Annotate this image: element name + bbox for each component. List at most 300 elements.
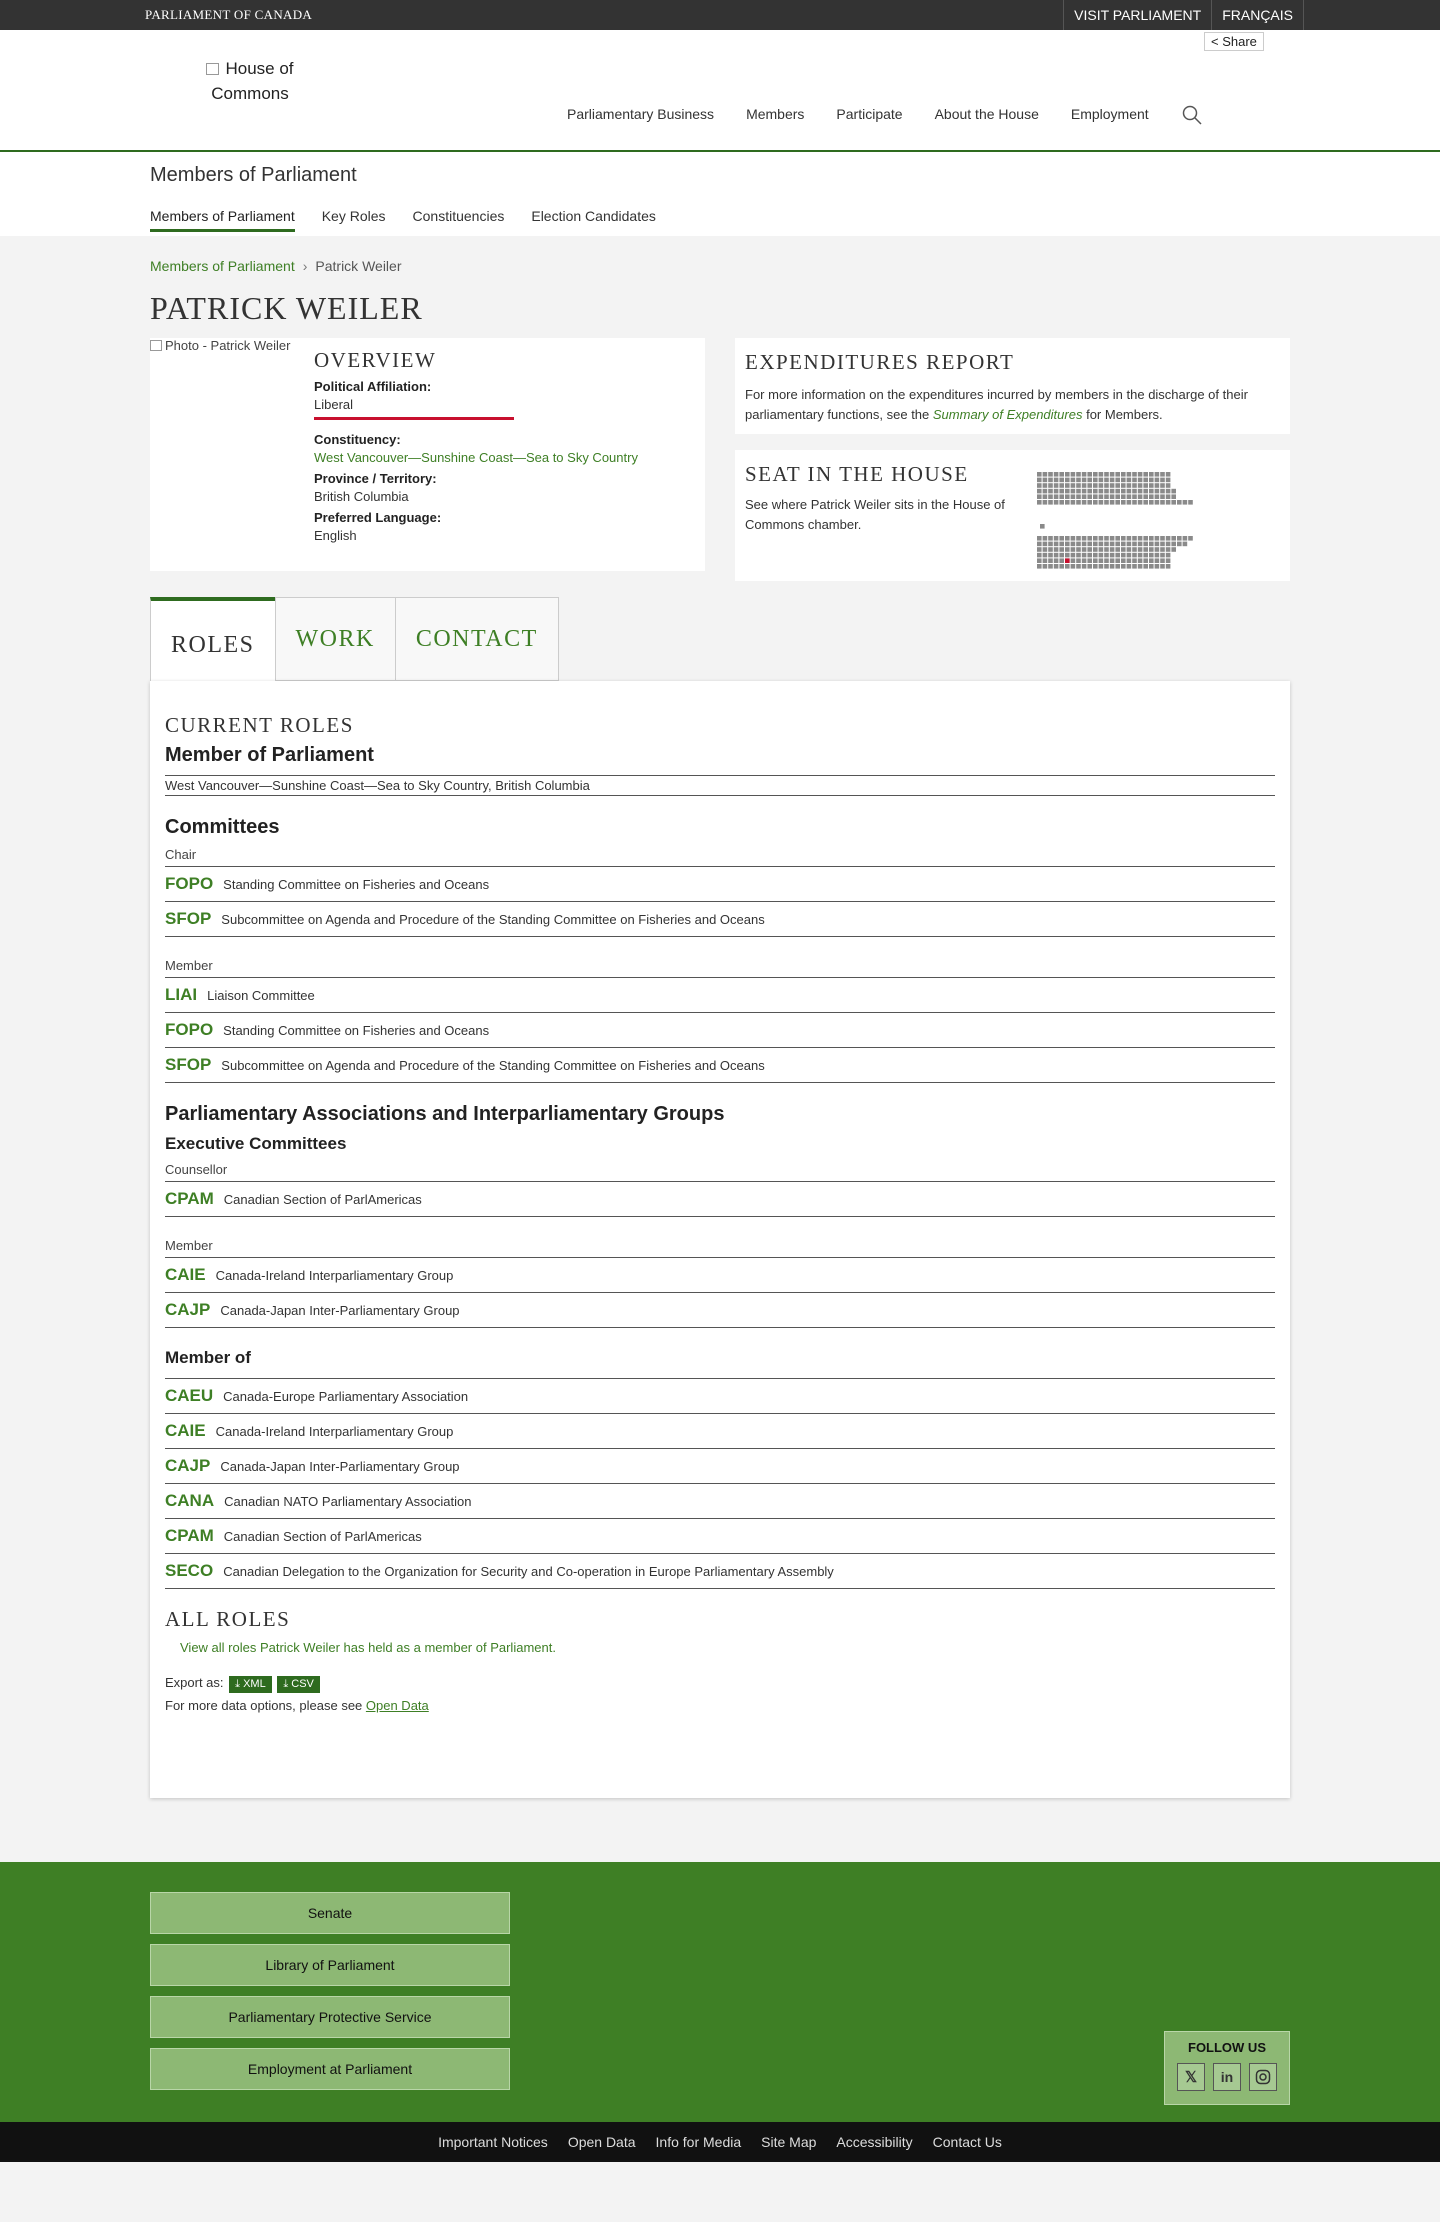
seat [1143, 547, 1148, 552]
seat [1110, 494, 1115, 499]
seat [1127, 564, 1132, 569]
language-label: Preferred Language: [314, 510, 442, 525]
share-icon: < [1211, 34, 1219, 49]
committee-acronym-link[interactable]: CPAM [165, 1526, 214, 1545]
seat [1127, 542, 1132, 547]
seat [1155, 472, 1160, 477]
seat [1132, 553, 1137, 558]
seat [1143, 536, 1148, 541]
seat [1037, 478, 1042, 483]
seat [1104, 478, 1109, 483]
exec-member-label: Member [165, 1238, 1275, 1258]
seat [1155, 547, 1160, 552]
seat [1127, 558, 1132, 563]
seat [1093, 478, 1098, 483]
committee-row [165, 978, 1275, 1013]
seat [1065, 547, 1070, 552]
committee-acronym-link[interactable]: FOPO [165, 1020, 214, 1039]
committee-name: Canada-Japan Inter-Parliamentary Group [220, 1458, 460, 1474]
seat [1059, 542, 1064, 547]
seat [1071, 542, 1076, 547]
seat [1048, 564, 1053, 569]
seat [1076, 558, 1081, 563]
committee-acronym-link[interactable]: SFOP [165, 1055, 212, 1074]
speaker-seat [1040, 524, 1045, 529]
seat [1149, 483, 1154, 488]
seat [1037, 489, 1042, 494]
seat [1104, 500, 1109, 505]
seat [1048, 500, 1053, 505]
committee-name: Canada-Ireland Interparliamentary Group [215, 1267, 454, 1283]
committee-row [165, 867, 1275, 902]
seat [1115, 478, 1120, 483]
province-value: British Columbia [314, 489, 409, 504]
seat [1059, 489, 1064, 494]
seat [1160, 472, 1165, 477]
seat [1166, 478, 1171, 483]
seat [1177, 536, 1182, 541]
committee-acronym-link[interactable]: CAIE [165, 1265, 206, 1284]
committee-row [165, 1449, 1275, 1484]
seat [1138, 536, 1143, 541]
tab-work[interactable]: WORK [275, 597, 396, 681]
seat [1087, 558, 1092, 563]
nav-employment[interactable]: Employment [1070, 106, 1149, 122]
tab-election-candidates[interactable]: Election Candidates [531, 208, 656, 224]
seat [1059, 472, 1064, 477]
seat [1037, 483, 1042, 488]
chevron-right-icon: › [302, 258, 308, 274]
seating-chart[interactable] [1027, 462, 1257, 572]
seat [1160, 500, 1165, 505]
committee-acronym-link[interactable]: CANA [165, 1491, 215, 1510]
committee-name: Canadian NATO Parliamentary Association [224, 1493, 472, 1509]
seat [1071, 553, 1076, 558]
seat [1110, 478, 1115, 483]
seat [1099, 536, 1104, 541]
seat [1076, 483, 1081, 488]
export-csv-button[interactable]: ⤓ CSV [277, 1676, 320, 1693]
seat [1076, 553, 1081, 558]
committee-acronym-link[interactable]: CPAM [165, 1189, 214, 1208]
seat [1065, 494, 1070, 499]
share-button[interactable]: < Share [1204, 32, 1264, 51]
member-label: Member [165, 958, 1275, 978]
member-photo: Photo - Patrick Weiler [150, 338, 290, 353]
seat [1166, 542, 1171, 547]
seat [1132, 547, 1137, 552]
committee-name: Subcommittee on Agenda and Procedure of the Standing Committee on Fisheries and Oceans [221, 911, 765, 927]
seat [1132, 558, 1137, 563]
x-icon[interactable]: 𝕏 [1177, 2063, 1205, 2091]
seat [1087, 547, 1092, 552]
search-icon[interactable] [1182, 105, 1202, 125]
breadcrumb [150, 258, 401, 274]
nav-participate[interactable]: Participate [836, 106, 903, 122]
footer-library-button[interactable]: Library of Parliament [150, 1944, 510, 1986]
seat [1110, 553, 1115, 558]
committee-acronym-link[interactable]: FOPO [165, 874, 214, 893]
seat [1071, 536, 1076, 541]
seat [1121, 483, 1126, 488]
seat [1043, 483, 1048, 488]
seat [1043, 472, 1048, 477]
footer-protective-service-button[interactable]: Parliamentary Protective Service [150, 1996, 510, 2038]
seat [1132, 500, 1137, 505]
language-value: English [314, 528, 357, 543]
footer-link-open-data[interactable]: Open Data [567, 2134, 636, 2150]
seat [1099, 542, 1104, 547]
seat [1093, 489, 1098, 494]
counsellor-label: Counsellor [165, 1162, 1275, 1182]
seat [1127, 553, 1132, 558]
nav-about-the-house[interactable]: About the House [934, 106, 1039, 122]
seat [1132, 472, 1137, 477]
seat [1048, 489, 1053, 494]
seat [1082, 500, 1087, 505]
seat [1099, 483, 1104, 488]
tab-contact[interactable]: CONTACT [395, 597, 559, 681]
seat [1048, 483, 1053, 488]
seat [1065, 478, 1070, 483]
seat-card [735, 450, 1290, 581]
seat [1143, 483, 1148, 488]
export-xml-button[interactable]: ⤓ XML [229, 1676, 272, 1693]
province-label: Province / Territory: [314, 471, 437, 486]
seat [1043, 547, 1048, 552]
seat [1082, 483, 1087, 488]
seat [1143, 478, 1148, 483]
footer-employment-button[interactable]: Employment at Parliament [150, 2048, 510, 2090]
broken-image-icon [206, 63, 219, 75]
seat [1082, 478, 1087, 483]
seat [1059, 547, 1064, 552]
seat [1071, 483, 1076, 488]
site-header [0, 30, 1440, 152]
seat [1076, 489, 1081, 494]
committee-acronym-link[interactable]: CAIE [165, 1421, 206, 1440]
seat [1054, 489, 1059, 494]
seat [1037, 472, 1042, 477]
seat [1171, 489, 1176, 494]
seat [1082, 472, 1087, 477]
seat [1127, 494, 1132, 499]
seat [1048, 536, 1053, 541]
seat [1121, 553, 1126, 558]
seat [1104, 564, 1109, 569]
seat [1087, 478, 1092, 483]
seat [1110, 472, 1115, 477]
seat [1115, 547, 1120, 552]
committee-name: Subcommittee on Agenda and Procedure of the Standing Committee on Fisheries and Oceans [221, 1057, 765, 1073]
seat [1099, 472, 1104, 477]
footer-senate-button[interactable]: Senate [150, 1892, 510, 1934]
nav-parliamentary-business[interactable]: Parliamentary Business [567, 106, 715, 122]
seat [1082, 494, 1087, 499]
seat [1093, 494, 1098, 499]
associations-heading: Parliamentary Associations and Interparliamentary Groups [165, 1103, 725, 1125]
seat [1149, 558, 1154, 563]
seat [1183, 542, 1188, 547]
seat [1149, 542, 1154, 547]
seat [1054, 494, 1059, 499]
seat [1143, 500, 1148, 505]
tab-constituencies[interactable]: Constituencies [412, 208, 505, 224]
seat [1082, 489, 1087, 494]
seat [1166, 547, 1171, 552]
committee-row [165, 1414, 1275, 1449]
seat [1054, 542, 1059, 547]
seat [1059, 536, 1064, 541]
seat [1037, 547, 1042, 552]
seat [1132, 478, 1137, 483]
member-seat[interactable] [1065, 558, 1070, 563]
seat [1132, 494, 1137, 499]
seat [1121, 472, 1126, 477]
seat [1054, 500, 1059, 505]
roles-panel [150, 681, 1290, 1798]
constituency-link[interactable]: West Vancouver—Sunshine Coast—Sea to Sky Country [314, 450, 638, 465]
language-toggle-link[interactable]: FRANÇAIS [1211, 0, 1304, 30]
seat [1155, 500, 1160, 505]
seat [1076, 478, 1081, 483]
overview-card [150, 338, 705, 571]
seat [1143, 489, 1148, 494]
seat [1115, 564, 1120, 569]
footer-link-contact-us[interactable]: Contact Us [932, 2134, 1002, 2150]
mp-heading: Member of Parliament [165, 744, 374, 766]
breadcrumb-home[interactable]: Members of Parliament [150, 258, 295, 274]
seat [1143, 494, 1148, 499]
seat [1093, 472, 1098, 477]
seat [1166, 489, 1171, 494]
seat [1110, 564, 1115, 569]
download-icon: ⤓ [235, 1678, 241, 1690]
seat [1138, 564, 1143, 569]
seat [1054, 553, 1059, 558]
seat [1155, 553, 1160, 558]
seat [1110, 483, 1115, 488]
seat [1087, 489, 1092, 494]
seat [1143, 564, 1148, 569]
seat [1043, 564, 1048, 569]
seat [1166, 536, 1171, 541]
committee-row [165, 1379, 1275, 1414]
seat [1127, 478, 1132, 483]
expenditures-text: For more information on the expenditures incurred by members in the discharge of their parliamentary functions, see the Summary of Expenditures for Members. [745, 387, 1248, 422]
seat [1132, 564, 1137, 569]
committee-acronym-link[interactable]: CAEU [165, 1386, 214, 1405]
seat [1160, 547, 1165, 552]
seat [1065, 542, 1070, 547]
seat [1115, 542, 1120, 547]
seat [1160, 494, 1165, 499]
seat [1149, 494, 1154, 499]
seat [1121, 542, 1126, 547]
section-tabs [150, 208, 683, 232]
footer-link-important-notices[interactable]: Important Notices [438, 2134, 548, 2150]
committee-acronym-link[interactable]: SFOP [165, 909, 212, 928]
seat [1160, 542, 1165, 547]
seat [1037, 558, 1042, 563]
seat [1087, 500, 1092, 505]
committee-name: Canadian Section of ParlAmericas [223, 1191, 422, 1207]
seat [1171, 536, 1176, 541]
seat [1071, 478, 1076, 483]
seat [1132, 536, 1137, 541]
seat [1076, 500, 1081, 505]
parliament-brand[interactable]: PARLIAMENT OF CANADA [145, 7, 313, 22]
seat [1104, 483, 1109, 488]
footer-link-info-for-media[interactable]: Info for Media [655, 2134, 742, 2150]
seat [1071, 500, 1076, 505]
seat [1099, 564, 1104, 569]
tab-members-of-parliament[interactable]: Members of Parliament [150, 208, 295, 232]
seat [1166, 553, 1171, 558]
nav-members[interactable]: Members [746, 106, 805, 122]
footer-link-accessibility[interactable]: Accessibility [836, 2134, 913, 2150]
view-all-roles-link[interactable]: View all roles Patrick Weiler has held as a member of Parliament. [180, 1640, 556, 1655]
seat [1121, 478, 1126, 483]
seat [1082, 553, 1087, 558]
seat [1155, 494, 1160, 499]
seat [1059, 553, 1064, 558]
seat [1093, 558, 1098, 563]
current-roles-heading: CURRENT ROLES [165, 713, 354, 737]
breadcrumb-current: Patrick Weiler [315, 258, 402, 274]
seat [1110, 542, 1115, 547]
committee-row [165, 902, 1275, 937]
seat [1076, 542, 1081, 547]
seat [1104, 472, 1109, 477]
instagram-icon[interactable] [1249, 2063, 1277, 2091]
seat [1138, 500, 1143, 505]
page-title: PATRICK WEILER [150, 290, 423, 326]
seat [1132, 483, 1137, 488]
export-row: Export as: ⤓ XML ⤓ CSV [165, 1675, 1275, 1693]
seat [1155, 564, 1160, 569]
seat [1115, 553, 1120, 558]
seat [1155, 536, 1160, 541]
seat [1087, 542, 1092, 547]
seat [1110, 558, 1115, 563]
seat [1054, 472, 1059, 477]
footer-links [0, 2122, 1440, 2162]
seat [1076, 472, 1081, 477]
committee-acronym-link[interactable]: LIAI [165, 985, 198, 1004]
seat [1188, 500, 1193, 505]
house-of-commons-logo[interactable]: House of Commons [175, 56, 325, 106]
seat [1071, 489, 1076, 494]
seat [1048, 553, 1053, 558]
seat [1087, 483, 1092, 488]
committee-name: Canadian Delegation to the Organization for Security and Co-operation in Europe Parliamentary Assembly [223, 1563, 834, 1579]
seat [1149, 564, 1154, 569]
committee-name: Canada-Europe Parliamentary Association [223, 1388, 469, 1404]
seat [1138, 478, 1143, 483]
committee-name: Standing Committee on Fisheries and Oceans [223, 1022, 490, 1038]
committee-row [165, 1293, 1275, 1328]
committee-row [165, 1013, 1275, 1048]
site-footer [0, 1862, 1440, 2122]
seat [1054, 478, 1059, 483]
chair-label: Chair [165, 847, 1275, 867]
seat [1043, 542, 1048, 547]
seat [1076, 564, 1081, 569]
seat [1054, 564, 1059, 569]
expenditures-heading: EXPENDITURES REPORT [745, 350, 1015, 374]
seat [1065, 489, 1070, 494]
committee-acronym-link[interactable]: CAJP [165, 1456, 211, 1475]
committee-acronym-link[interactable]: CAJP [165, 1300, 211, 1319]
seat [1037, 542, 1042, 547]
tab-key-roles[interactable]: Key Roles [321, 208, 386, 224]
open-data-link[interactable]: Open Data [365, 1698, 429, 1713]
seat [1166, 564, 1171, 569]
seat [1082, 547, 1087, 552]
seat [1171, 547, 1176, 552]
committee-name: Canadian Section of ParlAmericas [223, 1528, 422, 1544]
seat [1087, 472, 1092, 477]
seat [1104, 536, 1109, 541]
seat [1082, 564, 1087, 569]
seat [1121, 494, 1126, 499]
top-bar [0, 0, 1440, 30]
footer-link-site-map[interactable]: Site Map [761, 2134, 817, 2150]
visit-parliament-link[interactable]: VISIT PARLIAMENT [1063, 0, 1212, 30]
seat [1160, 536, 1165, 541]
linkedin-icon[interactable]: in [1213, 2063, 1241, 2091]
seat [1093, 547, 1098, 552]
seat [1043, 489, 1048, 494]
seat [1099, 553, 1104, 558]
seat [1149, 478, 1154, 483]
overview-heading: OVERVIEW [314, 348, 437, 372]
seat [1059, 483, 1064, 488]
seat [1127, 536, 1132, 541]
committee-acronym-link[interactable]: SECO [165, 1561, 214, 1580]
seat [1043, 478, 1048, 483]
seat [1054, 536, 1059, 541]
open-data-note: For more data options, please see Open Data [165, 1698, 429, 1713]
seat [1093, 536, 1098, 541]
seat [1087, 536, 1092, 541]
member-of-heading: Member of [165, 1348, 1275, 1379]
main-nav [567, 106, 1181, 122]
seat [1160, 564, 1165, 569]
mp-riding: West Vancouver—Sunshine Coast—Sea to Sky Country, British Columbia [165, 775, 1275, 796]
seat [1059, 558, 1064, 563]
seat [1037, 500, 1042, 505]
seat [1166, 472, 1171, 477]
seat [1127, 500, 1132, 505]
seat [1171, 500, 1176, 505]
summary-of-expenditures-link[interactable]: Summary of Expenditures [932, 407, 1083, 422]
seat [1082, 542, 1087, 547]
seat [1048, 542, 1053, 547]
seat [1037, 536, 1042, 541]
seat [1110, 489, 1115, 494]
seat [1093, 564, 1098, 569]
committee-row [165, 1182, 1275, 1217]
seat [1188, 536, 1193, 541]
seat [1054, 547, 1059, 552]
seat [1149, 553, 1154, 558]
seat [1138, 547, 1143, 552]
seat [1076, 547, 1081, 552]
seat [1121, 536, 1126, 541]
tab-roles[interactable]: ROLES [150, 597, 276, 682]
